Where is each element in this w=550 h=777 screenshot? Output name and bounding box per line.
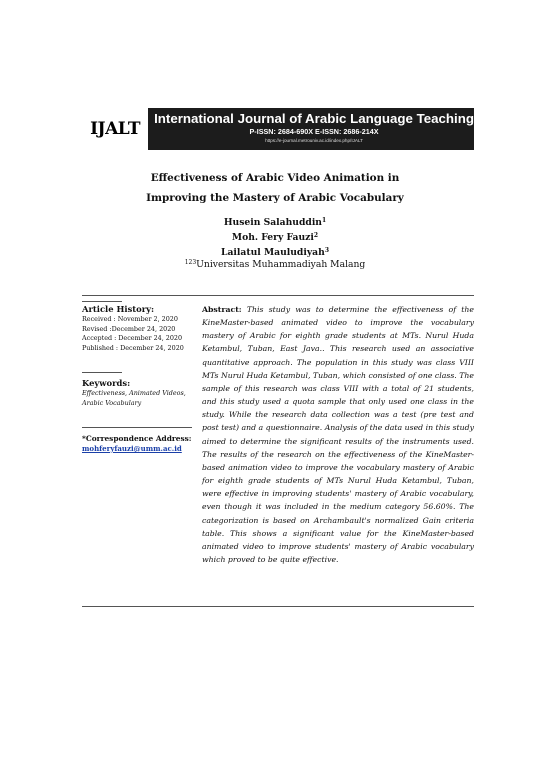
author-3: Lailatul Mauludiyah$^3$ bbox=[220, 247, 329, 258]
correspondence-rule bbox=[82, 427, 192, 428]
affiliation: $^{123}$Universitas Muhammadiyah Malang bbox=[184, 259, 366, 270]
abstract-label: Abstract: bbox=[202, 305, 242, 314]
header-divider bbox=[82, 295, 474, 296]
article-history-heading: Article History: bbox=[82, 304, 155, 314]
article-history bbox=[82, 304, 194, 353]
author-1: Husein Salahuddin$^1$ bbox=[223, 217, 327, 228]
author-2: Moh. Fery Fauzi$^2$ bbox=[231, 232, 319, 243]
paper-title-line-2: Improving the Mastery of Arabic Vocabulary bbox=[146, 192, 404, 204]
keywords-rule bbox=[82, 372, 122, 373]
keywords bbox=[82, 378, 194, 408]
journal-url[interactable]: https://e-journal.metrouniv.ac.id/index.php/IJALT bbox=[265, 138, 363, 143]
keywords-heading: Keywords: bbox=[82, 378, 131, 388]
journal-title: International Journal of Arabic Language Teaching bbox=[154, 111, 474, 126]
correspondence bbox=[82, 433, 194, 454]
received-date: Received : November 2, 2020 bbox=[82, 315, 178, 323]
keywords-line-2: Arabic Vocabulary bbox=[82, 398, 142, 407]
accepted-date: Accepted : December 24, 2020 bbox=[82, 334, 183, 343]
abstract-text: This study was to determine the effectiveness of the KineMaster-based animated video to improve the vocabulary mastery of Arabic for eighth grade students at MTs. Nurul Huda Ketambul, Tuban, East Java.. This research used an associative quantitative approach. The population in this study was class VIII MTs Nurul Huda Ketambul, Tuban, which consisted of one class. The sample of this research was class VIII with a total of 21 students, and this study used a quota sample that only used one class in the study. While the research data collection was a test (pre test and post test) and a questionnaire. Analysis of the data used in this study aimed to determine the significant results of the instruments used. The results of the research on the effectiveness of the KineMaster-based animation video to improve the vocabulary mastery of Arabic for eighth grade students of MTs Nurul Huda Ketambul, Tuban, were effective in improving students' mastery of Arabic vocabulary, even though it was included in the medium category 56.60%. The categorization is based on Archambault's normalized Gain criteria table. This shows a significant value for the KineMaster-based animated video to improve students' mastery of Arabic vocabulary which proved to be quite effective. bbox=[202, 305, 474, 564]
history-rule bbox=[82, 301, 122, 302]
published-date: Published : December 24, 2020 bbox=[82, 343, 184, 352]
correspondence-heading: *Correspondence Address: bbox=[82, 434, 192, 443]
keywords-line-1: Effectiveness, Animated Videos, bbox=[82, 389, 186, 397]
revised-date: Revised :December 24, 2020 bbox=[82, 324, 176, 333]
paper-title-line-1: Effectiveness of Arabic Video Animation in bbox=[150, 172, 400, 184]
journal-issn: P-ISSN: 2684-690X E-ISSN: 2686-214X bbox=[249, 127, 379, 136]
paper-title bbox=[60, 168, 490, 208]
author-list bbox=[60, 214, 490, 259]
footer-divider bbox=[82, 606, 474, 607]
abstract bbox=[202, 303, 474, 566]
correspondence-email[interactable]: mohferyfauzi@umm.ac.id bbox=[82, 444, 182, 453]
journal-banner bbox=[82, 108, 474, 150]
journal-logo: IJALT bbox=[82, 108, 148, 150]
journal-banner-text bbox=[148, 108, 474, 150]
